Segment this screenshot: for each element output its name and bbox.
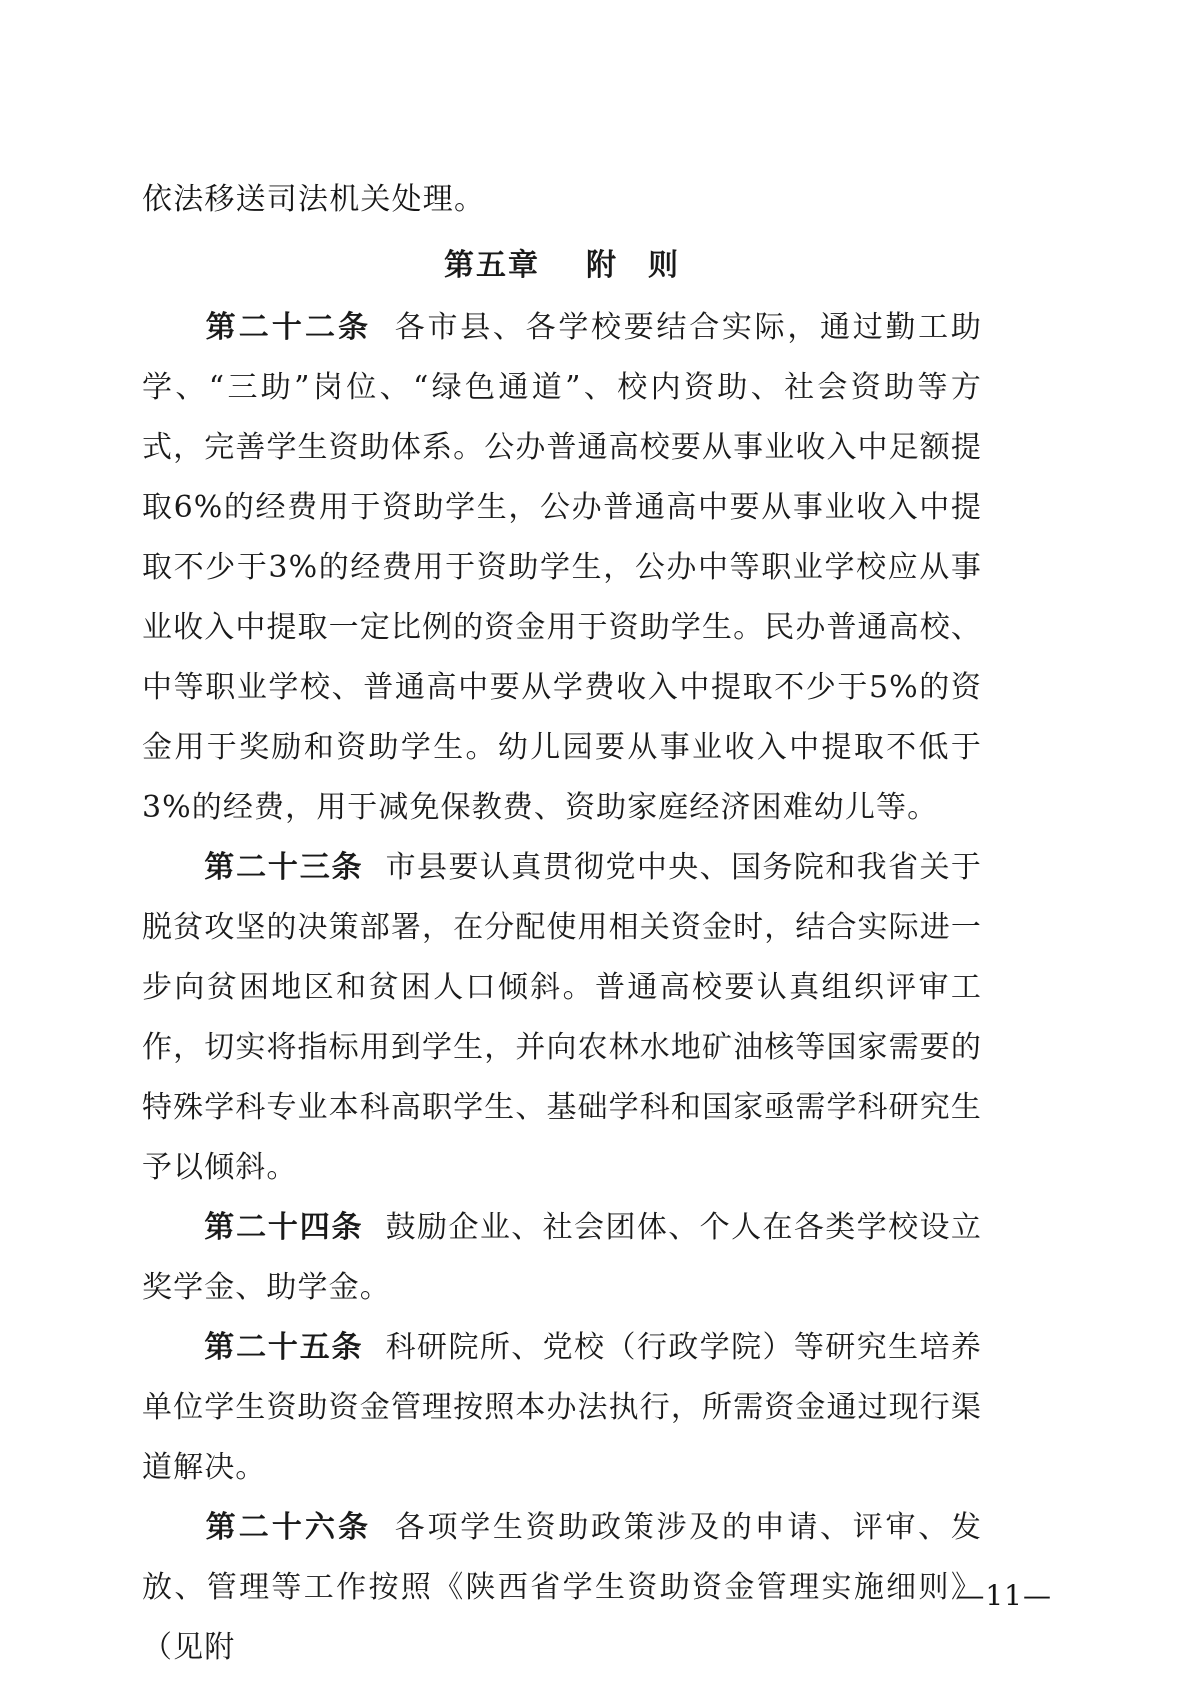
article-body: 各项学生资助政策涉及的申请、评审、发放、管理等工作按照《陕西省学生资助资金管理实施细则》（见附 bbox=[142, 1510, 982, 1665]
article-body: 科研院所、党校（行政学院）等研究生培养单位学生资助资金管理按照本办法执行，所需资金通过现行渠道解决。 bbox=[142, 1330, 982, 1485]
article-paragraph bbox=[142, 298, 982, 838]
article-number: 第二十六条 bbox=[204, 1510, 372, 1545]
continued-paragraph: 依法移送司法机关处理。 bbox=[142, 182, 486, 217]
article-number: 第二十二条 bbox=[204, 310, 372, 345]
article-body: 鼓励企业、社会团体、个人在各类学校设立奖学金、助学金。 bbox=[142, 1210, 982, 1305]
chapter-label: 第五章 bbox=[444, 248, 540, 283]
article-paragraph bbox=[142, 838, 982, 1198]
page-number: —11— bbox=[956, 1579, 1052, 1612]
article-body: 各市县、各学校要结合实际，通过勤工助学、“三助”岗位、“绿色通道”、校内资助、社会资助等方式，完善学生资助体系。公办普通高校要从事业收入中足额提取6%的经费用于资助学生，公办普通高中要从事业收入中提取不少于3%的经费用于资助学生，公办中等职业学校应从事业收入中提取一定比例的资金用于资助学生。民办普通高校、中等职业学校、普通高中要从学费收入中提取不少于5%的资金用于奖励和资助学生。幼儿园要从事业收入中提取不低于3%的经费，用于减免保教费、资助家庭经济困难幼儿等。 bbox=[142, 310, 982, 825]
chapter-title-char-1: 附 bbox=[586, 248, 618, 283]
article-paragraph bbox=[142, 1318, 982, 1498]
article-number: 第二十五条 bbox=[204, 1330, 364, 1365]
article-number: 第二十三条 bbox=[204, 850, 364, 885]
chapter-heading bbox=[142, 236, 982, 296]
page-content bbox=[142, 170, 982, 1678]
chapter-title-char-2: 则 bbox=[648, 248, 680, 283]
article-paragraph bbox=[142, 1198, 982, 1318]
article-number: 第二十四条 bbox=[204, 1210, 364, 1245]
article-paragraph bbox=[142, 1498, 982, 1678]
article-body: 市县要认真贯彻党中央、国务院和我省关于脱贫攻坚的决策部署，在分配使用相关资金时，结合实际进一步向贫困地区和贫困人口倾斜。普通高校要认真组织评审工作，切实将指标用到学生，并向农林水地矿油核等国家需要的特殊学科专业本科高职学生、基础学科和国家亟需学科研究生予以倾斜。 bbox=[142, 850, 982, 1185]
